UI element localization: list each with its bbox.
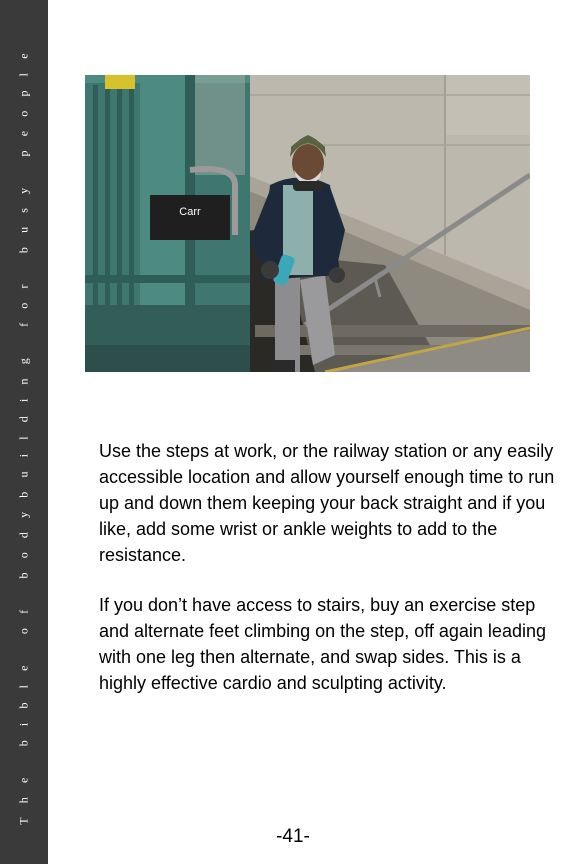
- sidebar-strip: [0, 0, 48, 864]
- running-title: The bible of bodybuilding for busy people: [16, 39, 31, 825]
- page-number: -41-: [276, 826, 310, 847]
- stairs-photo: [85, 75, 530, 372]
- sign-text: Carr: [179, 206, 201, 218]
- body-text: [99, 438, 569, 720]
- paragraph-steps: Use the steps at work, or the railway station or any easily accessible location and allow yourself enough time to run up and down them keeping your back straight and if you like, add some wrist or ankle weights to add to the resistance.: [99, 441, 555, 565]
- paragraph-exercise-step: If you don’t have access to stairs, buy an exercise step and alternate feet climbing on the step, off again leading with one leg then alternate, and swap sides. This is a highly effective cardio and sculpting activity.: [99, 595, 546, 693]
